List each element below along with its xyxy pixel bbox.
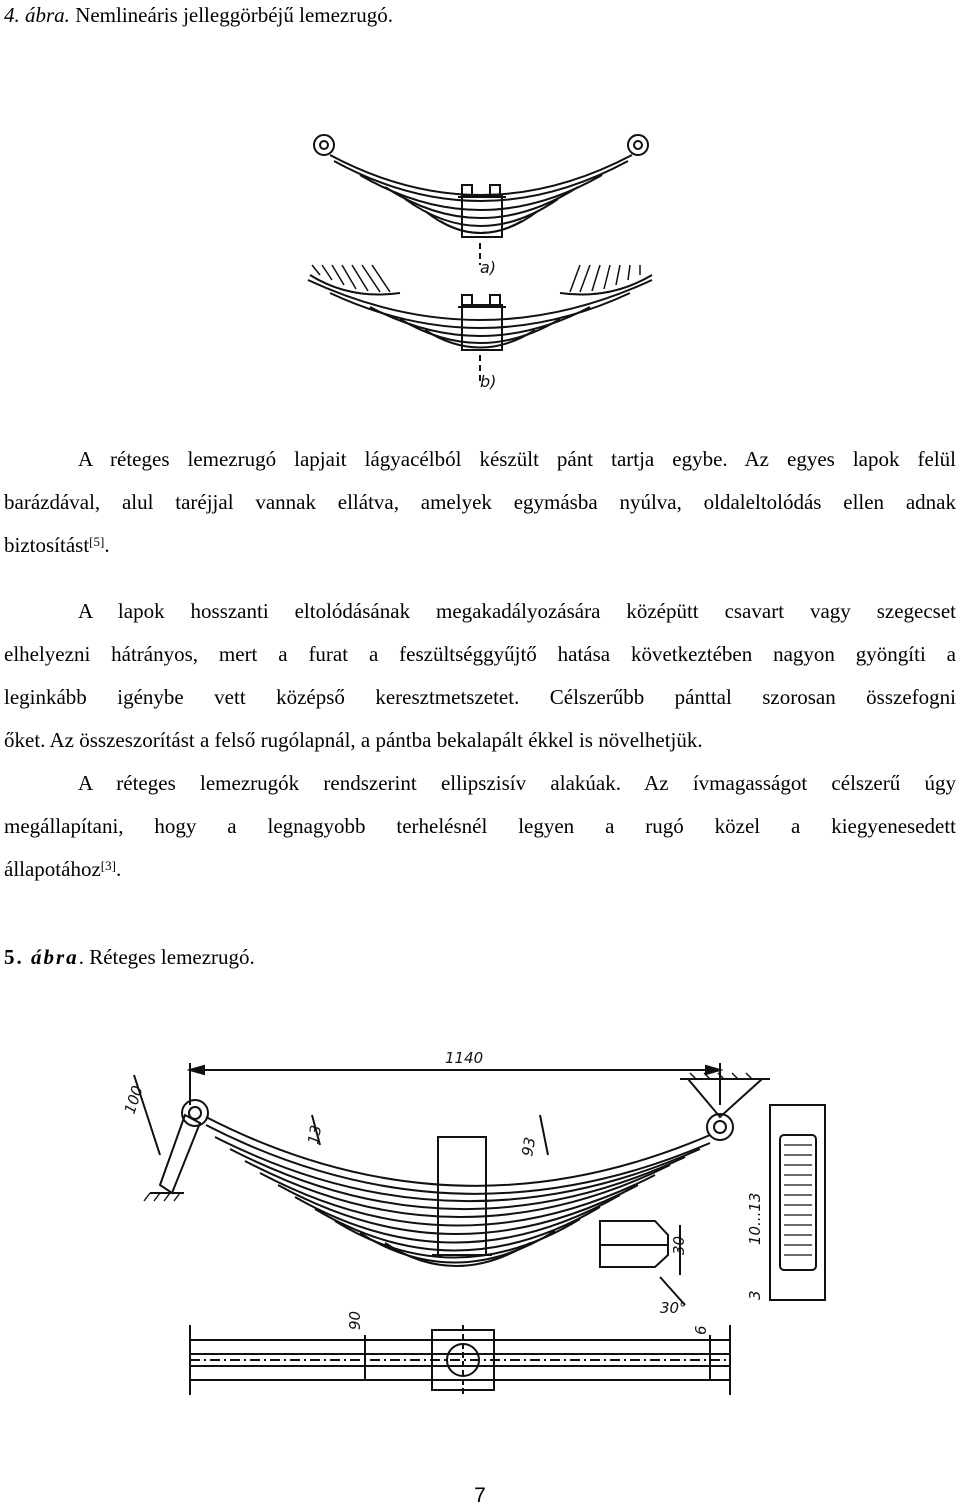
paragraph-2-line-1: A lapok hosszanti eltolódásának megakadályozására középütt csavart vagy szegecset [78, 599, 956, 623]
dim-30: 30 [670, 1235, 688, 1255]
figure-5-leaf-spring-drawing [120, 1045, 840, 1440]
dim-90: 90 [346, 1310, 364, 1330]
dim-93: 93 [518, 1135, 540, 1158]
paragraph-1-line-3-text: biztosítást [4, 533, 90, 557]
paragraph-3-line-3 [4, 848, 956, 891]
dim-angle-30: 30° [660, 1299, 687, 1317]
dim-1140: 1140 [445, 1049, 484, 1067]
paragraph-2 [4, 590, 956, 762]
figure-5-number [4, 945, 79, 969]
paragraph-3-line-3-text: állapotához [4, 857, 101, 881]
dim-3: 3 [746, 1290, 764, 1300]
paragraph-2-line-2: elhelyezni hátrányos, mert a furat a feszültséggyűjtő hatása következtében nagyon gyöngíti a [4, 642, 956, 666]
paragraph-1-line-1: A réteges lemezrugó lapjait lágyacélból készült pánt tartja egybe. Az egyes lapok felül [78, 447, 956, 471]
figure-4-caption [4, 2, 393, 28]
paragraph-3-line-2: megállapítani, hogy a legnagyobb terhelésnél legyen a rugó közel a kiegyenesedett [4, 814, 956, 838]
paragraph-2-line-3: leginkább igénybe vett középső keresztmetszetet. Célszerűbb pánttal szorosan összefogni [4, 685, 956, 709]
label-b: b) [480, 372, 497, 390]
figure-4-number: 4. ábra. [4, 3, 70, 27]
figure-4-leaf-spring-drawing [290, 125, 690, 390]
paragraph-3-line-3-end: . [115, 857, 122, 881]
paragraph-2-line-4: őket. Az összeszorítást a felső rugólapnál, a pántba bekalapált ékkel is növelhetjük. [4, 728, 703, 752]
reference-5: [5] [89, 534, 105, 549]
page-number: 7 [474, 1484, 486, 1507]
paragraph-3-line-1: A réteges lemezrugók rendszerint ellipszisív alakúak. Az ívmagasságot célszerű úgy [78, 771, 956, 795]
figure-5-caption [4, 944, 255, 970]
label-a: a) [480, 258, 497, 277]
figure-5-number-prefix: 5. [4, 945, 31, 969]
paragraph-1-line-3-end: . [104, 533, 110, 557]
paragraph-1 [4, 438, 956, 567]
dim-100: 100 [120, 1083, 147, 1117]
figure-5-number-word: ábra [31, 945, 79, 969]
paragraph-1-line-3 [4, 524, 956, 567]
dim-10-13: 10...13 [746, 1192, 764, 1245]
dim-6: 6 [692, 1325, 710, 1335]
figure-4-title: Nemlineáris jelleggörbéjű lemezrugó. [69, 3, 393, 27]
reference-3: [3] [100, 858, 116, 873]
figure-5-title: . Réteges lemezrugó. [78, 945, 255, 969]
paragraph-3 [4, 762, 956, 891]
paragraph-1-line-2: barázdával, alul taréjjal vannak ellátva, amelyek egymásba nyúlva, oldaleltolódás ellen adnak [4, 490, 956, 514]
dim-13: 13 [304, 1123, 326, 1146]
